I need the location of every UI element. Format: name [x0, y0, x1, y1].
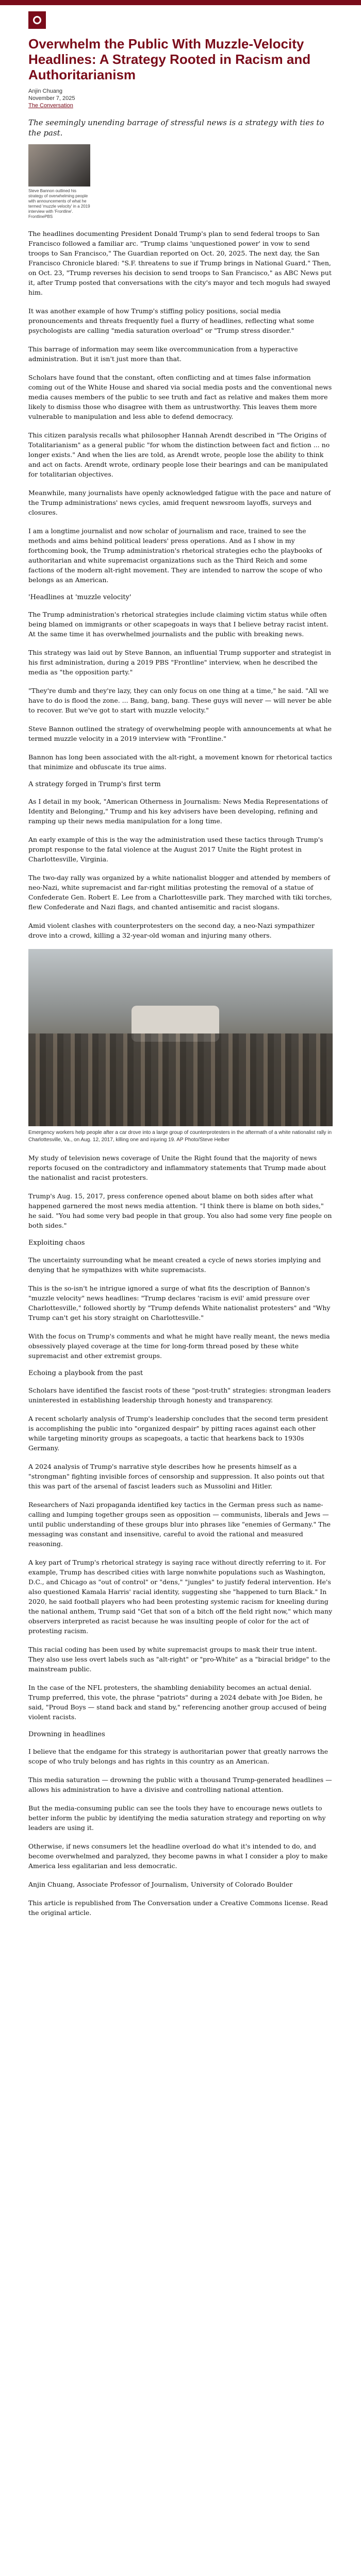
photo-crowd — [28, 1033, 333, 1126]
article-column — [28, 5, 333, 1926]
lead-image — [28, 144, 90, 187]
body-paragraph: Amid violent clashes with counterprotesters on the second day, a neo-Nazi sympathizer drove into a crowd, killing a 32-year-old woman and injuring many others. — [28, 922, 315, 939]
body-paragraph: Bannon has long been associated with the alt-right, a movement known for rhetorical tactics that minimize and obfuscate its true aims. — [28, 753, 332, 771]
top-accent-bar — [0, 0, 361, 5]
body-paragraph: A recent scholarly analysis of Trump's leadership concludes that the second term president is accomplishing the public into "organized despair" by pitting races against each other while targeting minority groups as scapegoats, a tactic that hearkens back to 1930s Germany. — [28, 1415, 329, 1452]
body-paragraph: Trump's Aug. 15, 2017, press conference opened about blame on both sides after what happened garnered the most news media attention. "I think there is blame on both sides," he said. "You had some very bad people in that group. You also had some very fine people on both sides." — [28, 1192, 332, 1229]
body-paragraph: This is the so-isn't he intrigue ignored a surge of what fits the description of Bannon's "muzzle velocity" news headlines: "Trump declares 'racism is evil' amid pressure over Charlottesville," followed shortly by "Trump defends White nationalist protesters" and "Why Trump can't get his story straight on Charlottesville." — [28, 1284, 331, 1321]
body-paragraph: This barrage of information may seem like overcommunication from a hyperactive administration. But it isn't just more than that. — [28, 345, 298, 363]
body-paragraph: An early example of this is the way the administration used these tactics through Trump's prompt response to the fatal violence at the August 2017 Unite the Right protest in Charlottesville, Virginia. — [28, 836, 323, 863]
charlottesville-figure — [28, 949, 333, 1144]
body-paragraph: I am a longtime journalist and now scholar of journalism and race, trained to see the methods and aims behind political leaders' press operations. And as I show in my forthcoming book, the Trump administration's rhetorical strategies echo the playbooks of authoritarian and white supremacist organizations such as the Third Reich and some factions of the modern alt-right movement. They are intended to narrow the scope of who belongs as an American. — [28, 527, 323, 584]
body-paragraph: The two-day rally was organized by a white nationalist blogger and attended by members of neo-Nazi, white supremacist and far-right militias protesting the removal of a statue of Confederate Gen. Robert E. Lee from a Charlottesville park. They marched with tiki torches, flew Confederate and Nazi flags, and chanted antisemitic and racist slogans. — [28, 874, 332, 911]
body-paragraph: A 2024 analysis of Trump's narrative style describes how he presents himself as a "strongman" fighting invisible forces of censorship and suppression. It also points out that this was part of the arsenal of fascist leaders such as Mussolini and Hitler. — [28, 1463, 325, 1490]
body-paragraph: As I detail in my book, "American Otherness in Journalism: News Media Representations of Identity and Belonging," Trump and his key advisers have been developing, refining and ramping up their news media manipulation for a long time. — [28, 798, 328, 825]
body-paragraph: Meanwhile, many journalists have openly acknowledged fatigue with the pace and nature of the Trump administrations' news cycles, amid frequent newsroom layoffs, surveys and closures. — [28, 489, 331, 516]
lead-figure — [28, 144, 90, 219]
byline — [28, 88, 333, 109]
body-paragraph: It was another example of how Trump's stiffing policy positions, social media pronouncements and threats frequently fuel a flurry of headlines, reflecting what some psychologists are calling "media saturation overload" or "Trump stress disorder." — [28, 307, 314, 334]
section-heading: A strategy forged in Trump's first term — [28, 781, 161, 788]
body-paragraph: Scholars have identified the fascist roots of these "post-truth" strategies: strongman leaders uninterested in establishing leadership through honesty and transparency. — [28, 1386, 331, 1404]
body-paragraph: This citizen paralysis recalls what philosopher Hannah Arendt described in "The Origins of Totalitarianism" as a general public "for whom the distinction between fact and fiction ... no longer exists." And when the lies are told, as Arendt wrote, people lose the ability to think and act on facts. Arendt wrote, ordinary people lose their bearings and can be manipulated for totalitarian objectives. — [28, 431, 330, 478]
section-heading: 'Headlines at 'muzzle velocity' — [28, 594, 132, 601]
publisher-link[interactable]: The Conversation — [28, 103, 73, 109]
author-name: Anjin Chuang — [28, 88, 63, 94]
body-paragraph: The Trump administration's rhetorical strategies include claiming victim status while often being blamed on immigrants or other scapegoats in ways that I believe betray racist intent. At the same time it has overwhelmed journalists and the public with breaking news. — [28, 611, 329, 638]
body-paragraph: The headlines documenting President Donald Trump's plan to send federal troops to San Francisco followed a familiar arc. "Trump claims 'unquestioned power' in vow to send troops to San Francisco," The Guardian reported on Oct. 20, 2025. The next day, the San Francisco Chronicle blared: "S.F. threatens to sue if Trump brings in National Guard." Then, on Oct. 23, "Trump reverses his decision to send troops to San Francisco," as ABC News put it, after Trump posted that conversations with the city's mayor and tech moguls had swayed him. — [28, 230, 332, 296]
body-paragraph: A key part of Trump's rhetorical strategy is saying race without directly referring to it. For example, Trump has described cities with large nonwhite populations such as Washington, D.C., and Chicago as "out of control" or "dens," "jungles" to justify federal intervention. He's also questioned Kamala Harris' racial identity, suggesting she "happened to turn Black." In 2020, he said football players who had been protesting systemic racism for kneeling during the national anthem, Trump said "Get that son of a bitch off the field right now," which many observers interpreted as racist because he was insulting people of color for the act of protesting racism. — [28, 1558, 333, 1635]
section-heading: Exploiting chaos — [28, 1239, 85, 1247]
body-paragraph: With the focus on Trump's comments and what he might have really meant, the news media obsessively played coverage at the time for long-form thread posed by these white supremacist and other extremist groups. — [28, 1332, 330, 1360]
site-logo-icon[interactable] — [28, 11, 46, 29]
body-paragraph: "They're dumb and they're lazy, they can only focus on one thing at a time," he said. "All we have to do is flood the zone. ... Bang, bang, bang. These guys will never — will never be able to recover. But we've got to start with muzzle velocity." — [28, 687, 332, 714]
body-paragraph: But the media-consuming public can see the tools they have to encourage news outlets to better inform the public by identifying the media saturation strategy and reporting on why leaders are using it. — [28, 1804, 326, 1832]
body-paragraph: In the case of the NFL protesters, the shambling deniability becomes an actual denial. Trump preferred, this vote, the phrase "patriots" during a 2024 debate with Joe Biden, he said, "Proud Boys — stand back and stand by," referencing another group accused of being violent racists. — [28, 1684, 327, 1721]
body-paragraph: Otherwise, if news consumers let the headline overload do what it's intended to do, and become overwhelmed and paralyzed, they become pawns in what I consider a ploy to make America less egalitarian and less democratic. — [28, 1842, 328, 1870]
body-paragraph: The uncertainty surrounding what he meant created a cycle of news stories implying and denying that he sympathizes with white supremacists. — [28, 1256, 321, 1274]
body-paragraph: This racial coding has been used by white supremacist groups to mask their true intent. They also use less overt labels such as "alt-right" or "pro-White" as a "biracial bridge" to the mainstream public. — [28, 1646, 331, 1673]
lead-caption: Steve Bannon outlined his strategy of overwhelming people with announcements of what he termed 'muzzle velocity' in a 2019 interview with 'Frontline'. FrontlinePBS — [28, 189, 90, 219]
body-paragraph: Steve Bannon outlined the strategy of overwhelming people with announcements at what he termed muzzle velocity in a 2019 interview with "Frontline." — [28, 725, 332, 742]
body-paragraph: Researchers of Nazi propaganda identified key tactics in the German press such as name-calling and lumping together groups seen as opposition — communists, liberals and Jews — until public understanding of these groups blur into phrases like "enemies of Germany." The messaging was constant and insensitive, careful to avoid the rational and measured reasoning. — [28, 1501, 331, 1548]
license-note: This article is republished from The Conversation under a Creative Commons license. Read the original article. — [28, 1899, 328, 1917]
section-heading: Echoing a playbook from the past — [28, 1369, 143, 1377]
body-paragraph: I believe that the endgame for this strategy is authoritarian power that greatly narrows the scope of who truly belongs and has rights in this country as an American. — [28, 1748, 329, 1765]
author-bio: Anjin Chuang, Associate Professor of Journalism, University of Colorado Boulder — [28, 1880, 293, 1888]
standfirst: The seemingly unending barrage of stressful news is a strategy with ties to the past. — [28, 118, 324, 138]
body-paragraph: This media saturation — drowning the public with a thousand Trump-generated headlines — allows his administration to have a divisive and controlling national attention. — [28, 1776, 332, 1793]
article-body — [28, 229, 333, 1918]
section-heading: Drowning in headlines — [28, 1731, 105, 1738]
body-paragraph: My study of television news coverage of Unite the Right found that the majority of news reports focused on the contradictory and inflammatory statements that Trump made about the nationalist and racist protesters. — [28, 1154, 326, 1181]
body-paragraph: Scholars have found that the constant, often conflicting and at times false information coming out of the White House and shared via social media posts and the conventional news media causes members of the public to see truth and fact as relative and makes them more likely to dismiss those who disagree with them as untrustworthy. This leaves them more vulnerable to manipulation and less able to defend democracy. — [28, 374, 332, 420]
body-paragraph: This strategy was laid out by Steve Bannon, an influential Trump supporter and strategist in his first administration, during a 2019 PBS "Frontline" interview, when he described the media as "the opposition party." — [28, 649, 331, 676]
publish-date: November 7, 2025 — [28, 95, 75, 101]
article-title: Overwhelm the Public With Muzzle-Velocity Headlines: A Strategy Rooted in Racism and Authoritarianism — [28, 36, 311, 82]
photo-caption: Emergency workers help people after a car drove into a large group of counterprotesters in the aftermath of a white nationalist rally in Charlottesville, Va., on Aug. 12, 2017, killing one and injuring 19. AP Photo/Steve Helber — [28, 1130, 332, 1143]
charlottesville-photo — [28, 949, 333, 1126]
